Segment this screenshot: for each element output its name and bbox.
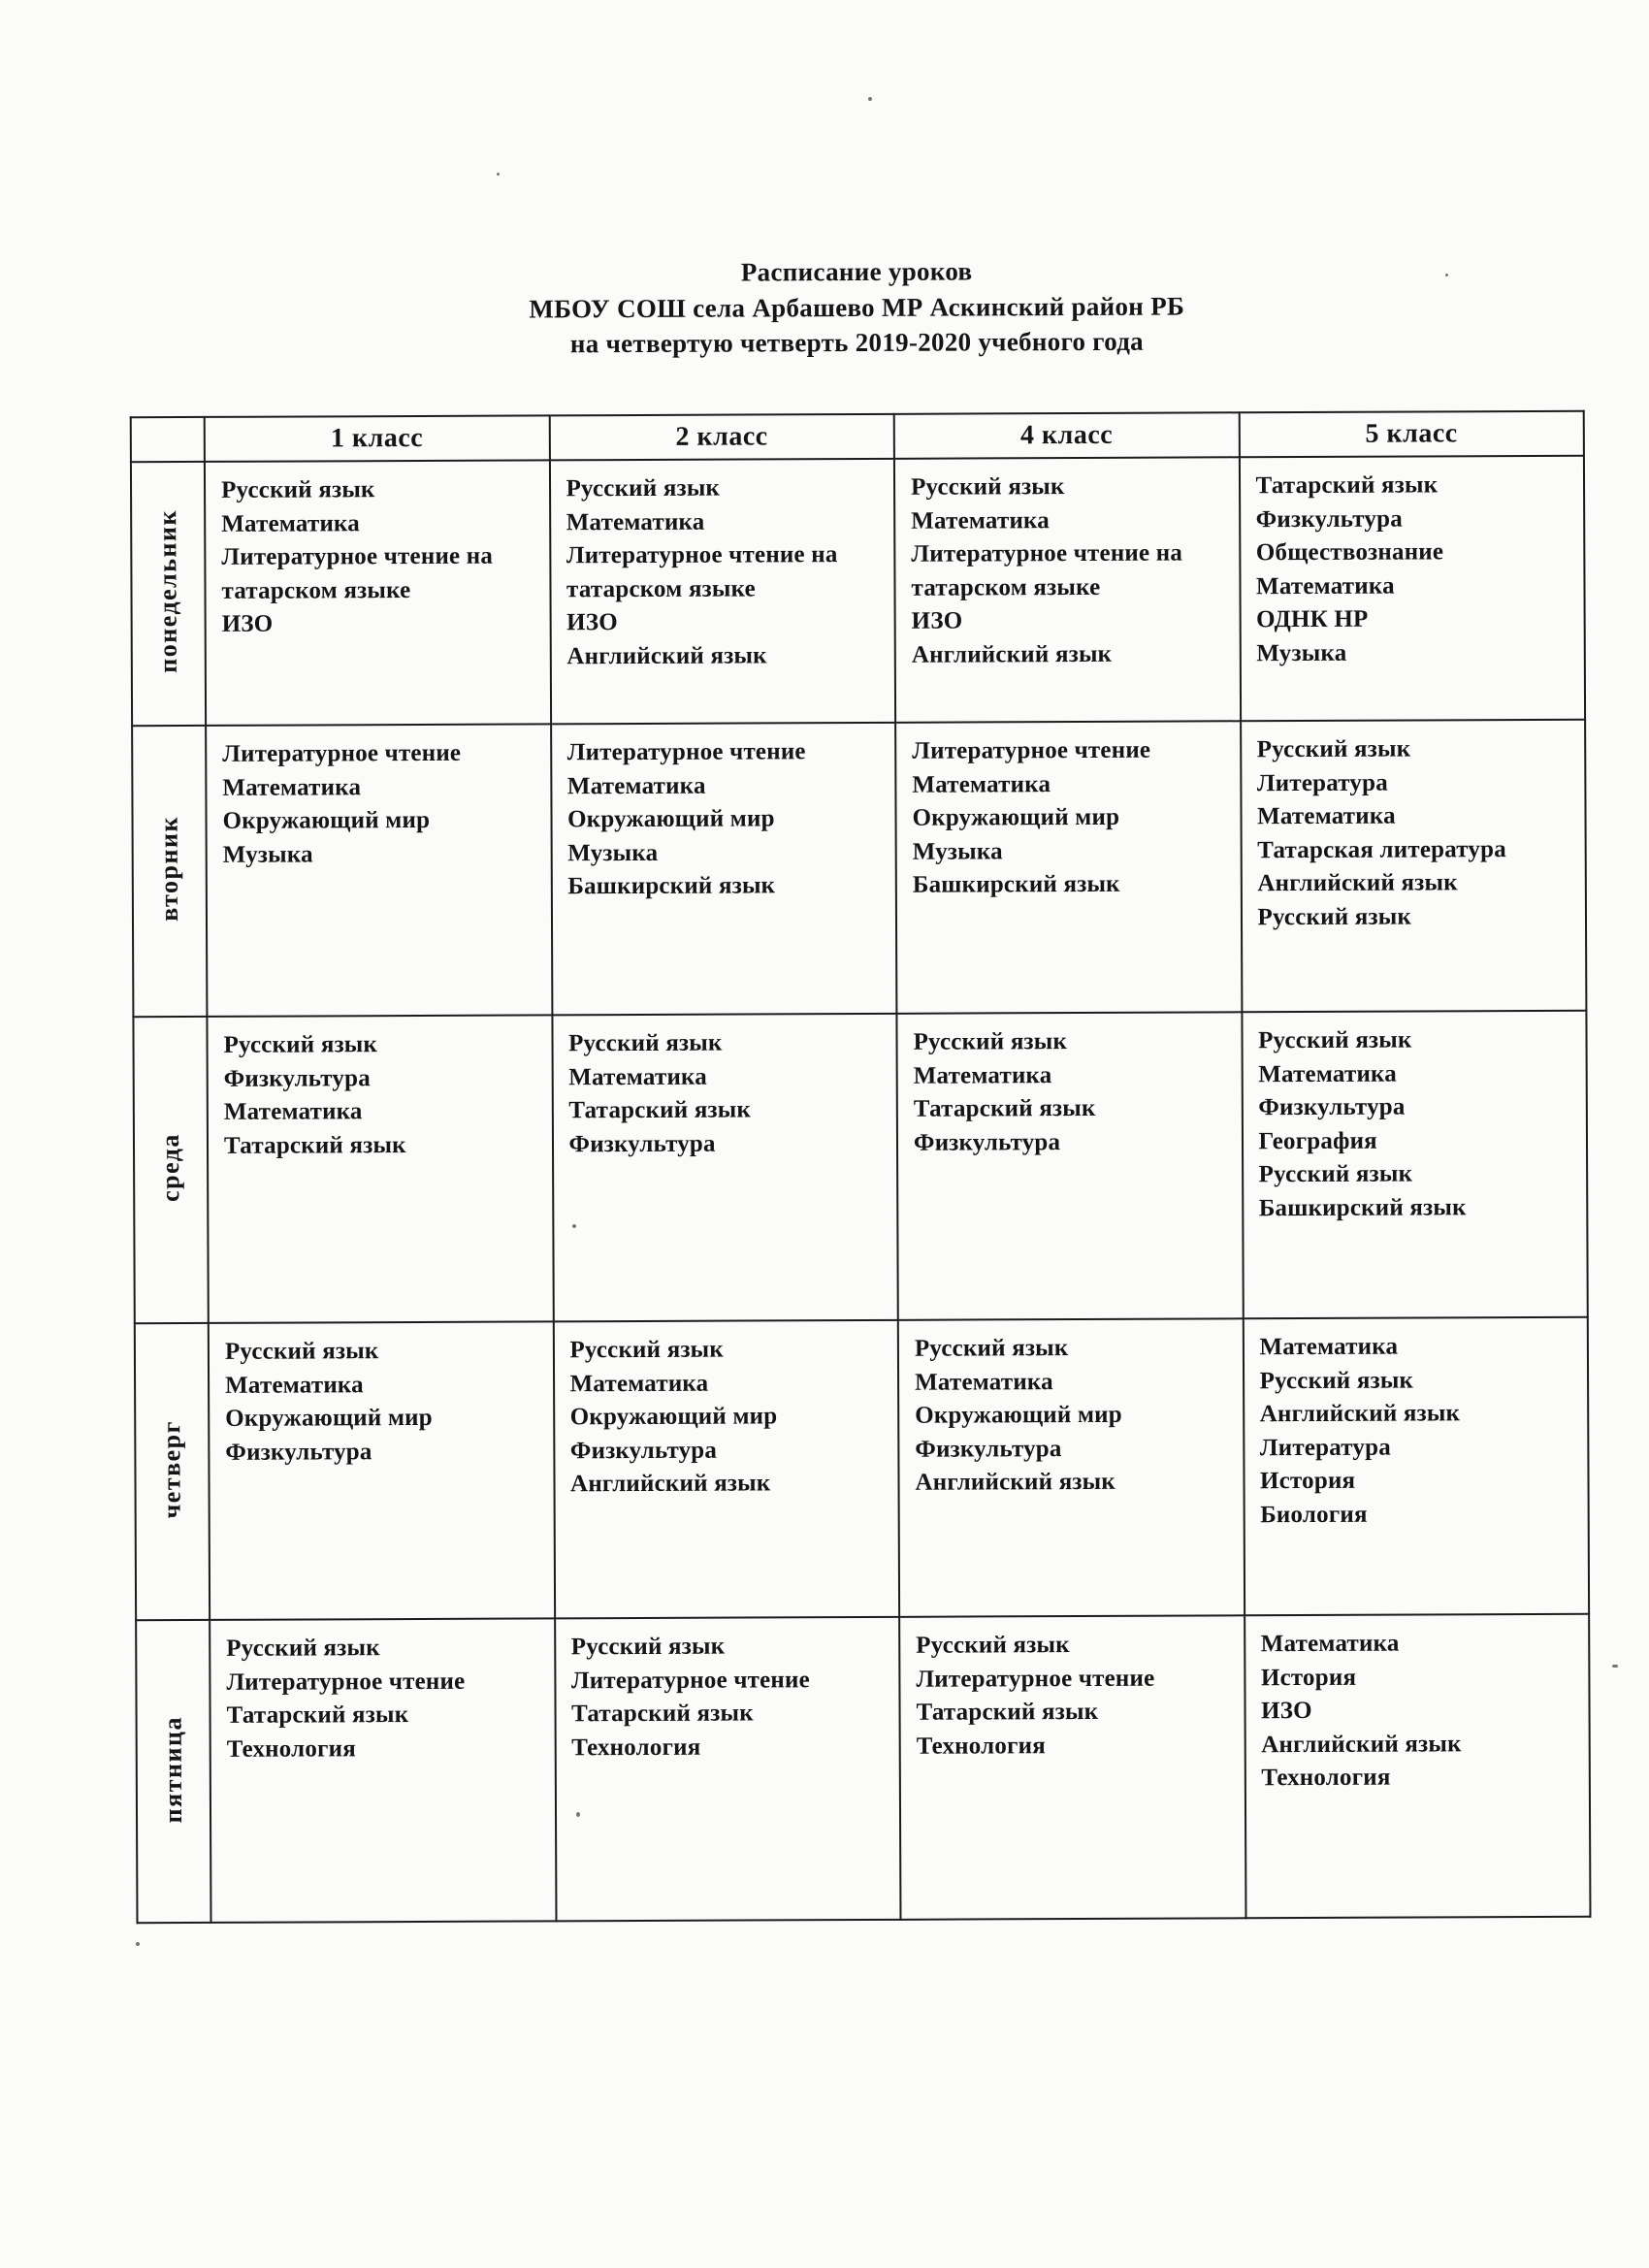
subject: Технология <box>571 1733 701 1761</box>
day-label-text: четверг <box>157 1420 186 1519</box>
subject: Английский язык <box>566 642 767 669</box>
subject: Математика <box>913 1061 1052 1089</box>
subject: Физкультура <box>1258 1093 1406 1121</box>
subject: Английский язык <box>1261 1730 1462 1758</box>
day-label <box>131 462 206 726</box>
subject: Музыка <box>1256 639 1347 666</box>
schedule-cell <box>206 725 552 1018</box>
scan-speck <box>868 97 872 101</box>
subject: Татарский язык <box>916 1699 1099 1726</box>
schedule-cell <box>552 1014 898 1322</box>
subject: Физкультура <box>569 1437 718 1464</box>
subject: Русский язык <box>224 1338 379 1366</box>
schedule-body <box>131 456 1591 1924</box>
scan-speck <box>572 1224 576 1228</box>
schedule-cell <box>555 1617 901 1922</box>
schedule-row <box>135 1317 1589 1621</box>
day-label <box>135 1323 210 1620</box>
subject: Английский язык <box>911 640 1113 668</box>
subject: Литературное чтение <box>570 1666 810 1694</box>
subject: ИЗО <box>566 609 618 636</box>
subject: Математика <box>221 509 361 537</box>
subject: Технология <box>916 1732 1046 1760</box>
schedule-table <box>130 410 1592 1925</box>
subject: Математика <box>222 773 362 801</box>
title-line-1: Расписание уроков <box>740 256 973 287</box>
subject: Английский язык <box>915 1469 1116 1496</box>
subject: Математика <box>1259 1333 1399 1361</box>
schedule-cell <box>895 721 1242 1014</box>
subject: ИЗО <box>221 610 274 638</box>
subject: Русский язык <box>1259 1367 1414 1394</box>
subject: Русский язык <box>226 1635 380 1663</box>
subject: ОДНК НР <box>1256 605 1369 633</box>
subject: Физкультура <box>1255 505 1403 533</box>
day-label <box>132 726 207 1017</box>
page-content <box>129 251 1591 1925</box>
subject: Татарская литература <box>1257 835 1506 863</box>
subject: Литературное чтение <box>916 1665 1155 1693</box>
subject: Литература <box>1256 769 1388 796</box>
subject: Русский язык <box>220 476 375 504</box>
subject: Русский язык <box>914 1335 1069 1362</box>
subject: Английский язык <box>1259 1400 1461 1428</box>
subject: Литература <box>1259 1434 1391 1461</box>
column-header: 5 класс <box>1239 411 1584 458</box>
schedule-row <box>133 1011 1587 1324</box>
subject: Математика <box>566 772 706 799</box>
subject: Математика <box>569 1370 709 1397</box>
subject: Математика <box>1258 1060 1397 1087</box>
schedule-header-row <box>131 411 1584 463</box>
document-title <box>129 251 1584 365</box>
column-header: 1 класс <box>205 416 550 463</box>
subject: Татарский язык <box>571 1700 754 1728</box>
day-label-text: пятница <box>158 1715 188 1823</box>
subject: Русский язык <box>1257 903 1412 930</box>
subject: Русский язык <box>916 1632 1070 1659</box>
day-label <box>136 1620 210 1923</box>
subject: Биология <box>1260 1501 1368 1528</box>
subject: Математика <box>915 1368 1053 1396</box>
subject: Русский язык <box>1258 1160 1413 1188</box>
schedule-cell <box>209 1322 555 1621</box>
subject: Окружающий мир <box>225 1405 433 1433</box>
subject: История <box>1259 1467 1356 1495</box>
subject: Татарский язык <box>223 1131 406 1159</box>
subject: Русский язык <box>566 474 721 502</box>
schedule-row <box>131 456 1585 727</box>
subject: Математика <box>1255 572 1395 599</box>
subject: Окружающий мир <box>915 1401 1122 1429</box>
column-header: 2 класс <box>549 414 894 461</box>
subject: Русский язык <box>567 1029 723 1057</box>
subject: ИЗО <box>911 607 963 634</box>
subject: Математика <box>1256 802 1396 830</box>
day-label-text: понедельник <box>153 509 182 674</box>
subject: Математика <box>568 1063 708 1090</box>
schedule-cell <box>553 1320 899 1619</box>
corner-cell <box>131 417 205 462</box>
schedule-cell <box>551 723 897 1016</box>
subject: Музыка <box>912 838 1003 865</box>
subject: Физкультура <box>915 1435 1062 1463</box>
subject: Русский язык <box>1257 1026 1412 1054</box>
subject: Английский язык <box>1257 869 1458 897</box>
subject: Башкирский язык <box>912 870 1120 898</box>
subject: Татарский язык <box>1255 471 1439 500</box>
subject: Физкультура <box>223 1064 371 1092</box>
subject: Обществознание <box>1255 538 1444 567</box>
subject: Башкирский язык <box>1258 1193 1467 1221</box>
subject: Физкультура <box>225 1438 372 1466</box>
subject: Математика <box>223 1098 363 1126</box>
subject: ИЗО <box>1260 1698 1312 1725</box>
subject: Русский язык <box>913 1028 1068 1055</box>
schedule-cell <box>1243 1317 1589 1616</box>
subject: Математика <box>911 506 1051 535</box>
day-label-text: вторник <box>154 816 183 923</box>
subject: Математика <box>1260 1630 1400 1658</box>
subject: Татарский язык <box>226 1701 409 1730</box>
subject: Литературное чтение <box>566 738 806 766</box>
subject: Музыка <box>222 841 313 868</box>
scan-speck <box>497 173 500 176</box>
subject: Татарский язык <box>568 1096 752 1124</box>
subject: Литературное чтение <box>226 1668 466 1696</box>
schedule-row <box>132 720 1586 1018</box>
subject: Литературное чтение <box>912 736 1151 764</box>
scan-speck <box>1612 1665 1618 1668</box>
column-header: 4 класс <box>894 412 1240 459</box>
subject: Литературное чтение на татарском языке <box>911 539 1183 601</box>
subject: История <box>1260 1664 1357 1691</box>
subject: Физкультура <box>568 1130 716 1157</box>
title-line-2: МБОУ СОШ села Арбашево МР Аскинский район РБ <box>529 291 1185 324</box>
subject: Окружающий мир <box>569 1403 778 1431</box>
subject: Окружающий мир <box>222 807 431 835</box>
subject: Русский язык <box>569 1336 725 1364</box>
subject: Музыка <box>567 839 659 866</box>
scan-speck <box>136 1942 140 1946</box>
schedule-cell <box>1242 1011 1588 1319</box>
subject: Литературное чтение на татарском языке <box>566 541 838 602</box>
schedule-cell <box>1245 1614 1591 1919</box>
subject: Русский язык <box>1256 735 1411 763</box>
subject: Башкирский язык <box>567 872 776 900</box>
schedule-cell <box>207 1016 553 1324</box>
scan-speck <box>1445 274 1448 276</box>
subject: Татарский язык <box>913 1095 1096 1122</box>
subject: Окружающий мир <box>912 803 1120 831</box>
subject: Математика <box>566 508 705 535</box>
subject: География <box>1258 1127 1377 1154</box>
schedule-cell <box>894 457 1241 723</box>
subject: Русский язык <box>570 1633 726 1661</box>
schedule-cell <box>1241 720 1587 1013</box>
subject: Технология <box>226 1734 356 1763</box>
subject: Математика <box>225 1371 364 1399</box>
subject: Литературное чтение <box>222 739 462 768</box>
subject: Английский язык <box>569 1470 771 1498</box>
subject: Математика <box>912 770 1051 798</box>
title-line-3: на четвертую четверть 2019-2020 учебного года <box>569 327 1145 359</box>
schedule-cell <box>898 1318 1245 1617</box>
schedule-cell <box>210 1619 556 1924</box>
schedule-cell <box>205 461 551 727</box>
subject: Технология <box>1261 1764 1391 1792</box>
scan-speck <box>576 1812 580 1817</box>
subject: Литературное чтение на татарском языке <box>221 542 494 604</box>
subject: Окружающий мир <box>566 805 775 833</box>
schedule-cell <box>549 459 895 725</box>
day-label <box>133 1017 208 1323</box>
schedule-cell <box>896 1012 1243 1320</box>
schedule-cell <box>1239 456 1585 722</box>
subject: Русский язык <box>223 1031 378 1059</box>
day-label-text: среда <box>155 1133 185 1203</box>
schedule-row <box>136 1614 1590 1924</box>
subject: Русский язык <box>910 473 1065 501</box>
subject: Физкультура <box>913 1128 1061 1156</box>
schedule-cell <box>899 1615 1245 1920</box>
